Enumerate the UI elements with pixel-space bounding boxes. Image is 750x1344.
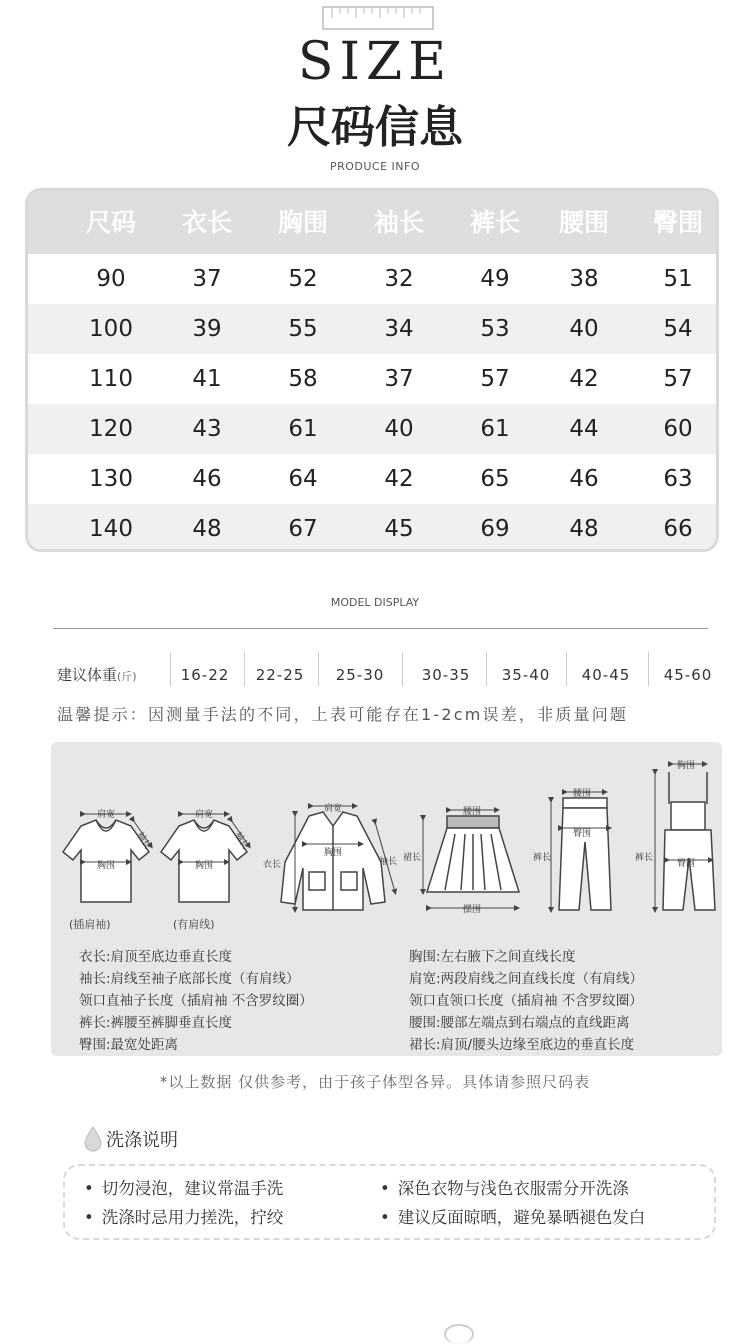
caption-raglan: (插肩袖) — [69, 918, 111, 931]
jacket-icon — [281, 806, 398, 910]
label-hip-overalls: 臀围 — [677, 859, 696, 869]
model-display-label: MODEL DISPLAY — [330, 596, 420, 609]
wash-item: • 洗涤时忌用力搓洗，拧绞 — [84, 1205, 283, 1231]
table-header-cell: 腰围 — [558, 208, 609, 237]
label-length-skirt: 裙长 — [403, 853, 422, 863]
table-cell: 52 — [288, 266, 318, 292]
label-waist-skirt: 腰围 — [463, 807, 482, 817]
wash-item: • 建议反面晾晒，避免暴晒褪色发白 — [380, 1205, 645, 1231]
size-heading: SIZE — [297, 32, 453, 92]
skirt-icon — [423, 810, 519, 908]
ruler-icon — [322, 6, 434, 30]
table-row — [28, 504, 716, 552]
definition-item: 袖长:肩线至袖子底部长度（有肩线） — [79, 971, 300, 987]
wash-item: • 切勿浸泡，建议常温手洗 — [84, 1176, 283, 1202]
label-hip-pants: 臀围 — [573, 829, 592, 839]
weight-separator — [486, 652, 487, 686]
weight-range: 22-25 — [255, 666, 305, 684]
size-table — [25, 188, 719, 552]
table-cell: 57 — [663, 366, 693, 392]
table-cell: 46 — [569, 466, 599, 492]
definition-item: 裤长:裤腰至裤脚垂直长度 — [79, 1015, 233, 1031]
table-row — [28, 254, 716, 304]
table-cell: 53 — [480, 316, 510, 342]
weight-label — [57, 663, 137, 689]
table-cell: 69 — [480, 516, 510, 542]
table-cell: 42 — [569, 366, 599, 392]
table-header — [28, 191, 716, 254]
table-cell: 49 — [480, 266, 510, 292]
table-header-cell: 臀围 — [652, 208, 703, 237]
weight-range: 35-40 — [501, 666, 551, 684]
weight-unit: (斤) — [117, 670, 137, 683]
table-cell: 38 — [569, 266, 599, 292]
weight-range: 45-60 — [663, 666, 713, 684]
label-shoulder-2: 肩宽 — [195, 810, 214, 820]
definition-item: 腰围:腰部左端点到右端点的直线距离 — [409, 1015, 630, 1031]
table-cell: 130 — [89, 466, 133, 492]
table-cell: 37 — [192, 266, 222, 292]
definition-item: 臀围:最宽处距离 — [79, 1037, 179, 1053]
label-chest-1: 胸围 — [97, 861, 116, 871]
label-sleeve-2: 袖长 — [232, 830, 251, 852]
label-shoulder-jacket: 肩宽 — [324, 804, 343, 814]
water-drop-icon — [84, 1126, 102, 1152]
table-cell: 48 — [569, 516, 599, 542]
label-hem-skirt: 摆围 — [463, 905, 482, 915]
table-cell: 66 — [663, 516, 693, 542]
definition-item: 领口直袖子长度（插肩袖 不含罗纹圈） — [79, 993, 313, 1009]
pants-icon — [551, 792, 611, 910]
overalls-icon — [655, 764, 715, 910]
label-length-pants: 裤长 — [533, 853, 552, 863]
table-row — [28, 304, 716, 354]
tshirt-raglan-icon — [63, 814, 151, 902]
table-header-cell: 胸围 — [277, 208, 328, 237]
table-cell: 100 — [89, 316, 133, 342]
table-cell: 34 — [384, 316, 414, 342]
table-cell: 55 — [288, 316, 318, 342]
table-cell: 61 — [288, 416, 318, 442]
weight-separator — [566, 652, 567, 686]
label-length-overalls: 裤长 — [635, 853, 654, 863]
table-cell: 57 — [480, 366, 510, 392]
table-cell: 45 — [384, 516, 414, 542]
label-sleeve-jacket: 袖长 — [379, 857, 398, 867]
table-cell: 39 — [192, 316, 222, 342]
measurement-diagram-panel — [51, 742, 722, 1056]
table-row — [28, 454, 716, 504]
weight-range: 40-45 — [581, 666, 631, 684]
table-cell: 65 — [480, 466, 510, 492]
caption-shoulder-seam: (有肩线) — [173, 918, 215, 931]
table-header-cell: 裤长 — [469, 208, 520, 237]
table-cell: 67 — [288, 516, 318, 542]
label-length-jacket: 衣长 — [263, 860, 282, 870]
wash-title: 洗涤说明 — [106, 1130, 178, 1151]
tshirt-shoulder-seam-icon — [161, 814, 249, 902]
table-header-cell: 衣长 — [181, 208, 232, 237]
table-header-cell: 袖长 — [373, 208, 424, 237]
reference-note: *以上数据 仅供参考，由于孩子体型各异。具体请参照尺码表 — [159, 1073, 591, 1091]
page-title: 尺码信息 — [287, 102, 463, 153]
table-cell: 40 — [569, 316, 599, 342]
label-chest-2: 胸围 — [195, 861, 214, 871]
weight-separator — [648, 652, 649, 686]
decorative-arc — [444, 1324, 474, 1344]
table-row — [28, 354, 716, 404]
measurement-tip: 温馨提示：因测量手法的不同，上表可能存在1-2cm误差，非质量问题 — [57, 705, 629, 724]
garment-diagrams — [51, 742, 722, 932]
weight-label-text: 建议体重 — [57, 666, 118, 684]
table-cell: 61 — [480, 416, 510, 442]
table-cell: 51 — [663, 266, 693, 292]
weight-separator — [402, 652, 403, 686]
table-cell: 48 — [192, 516, 222, 542]
table-cell: 43 — [192, 416, 222, 442]
table-cell: 37 — [384, 366, 414, 392]
page-subtitle: PRODUCE INFO — [329, 160, 421, 173]
table-cell: 58 — [288, 366, 318, 392]
table-cell: 40 — [384, 416, 414, 442]
table-cell: 54 — [663, 316, 693, 342]
label-waist-pants: 腰围 — [573, 789, 592, 799]
label-sleeve-1: 袖长 — [134, 830, 153, 852]
wash-item: • 深色衣物与浅色衣服需分开洗涤 — [380, 1176, 629, 1202]
definition-item: 衣长:肩顶至底边垂直长度 — [79, 949, 233, 965]
table-cell: 120 — [89, 416, 133, 442]
table-header-cell: 尺码 — [85, 208, 136, 237]
label-shoulder-1: 肩宽 — [97, 810, 116, 820]
table-cell: 44 — [569, 416, 599, 442]
weight-range: 25-30 — [335, 666, 385, 684]
definition-item: 领口直领口长度（插肩袖 不含罗纹圈） — [409, 993, 643, 1009]
divider — [53, 628, 708, 629]
weight-range: 30-35 — [421, 666, 471, 684]
table-cell: 63 — [663, 466, 693, 492]
definition-item: 肩宽:两段肩线之间直线长度（有肩线） — [409, 971, 644, 987]
table-cell: 46 — [192, 466, 222, 492]
table-cell: 110 — [89, 366, 133, 392]
table-cell: 64 — [288, 466, 318, 492]
definition-item: 裙长:肩顶/腰头边缘至底边的垂直长度 — [409, 1037, 635, 1053]
table-cell: 140 — [89, 516, 133, 542]
weight-range: 16-22 — [180, 666, 230, 684]
label-chest-jacket: 胸围 — [324, 848, 343, 858]
table-cell: 90 — [96, 266, 126, 292]
table-row — [28, 404, 716, 454]
weight-separator — [318, 652, 319, 686]
label-chest-overalls: 胸围 — [677, 761, 696, 771]
table-cell: 42 — [384, 466, 414, 492]
table-cell: 60 — [663, 416, 693, 442]
table-cell: 32 — [384, 266, 414, 292]
table-cell: 41 — [192, 366, 222, 392]
definition-item: 胸围:左右腋下之间直线长度 — [409, 949, 576, 965]
